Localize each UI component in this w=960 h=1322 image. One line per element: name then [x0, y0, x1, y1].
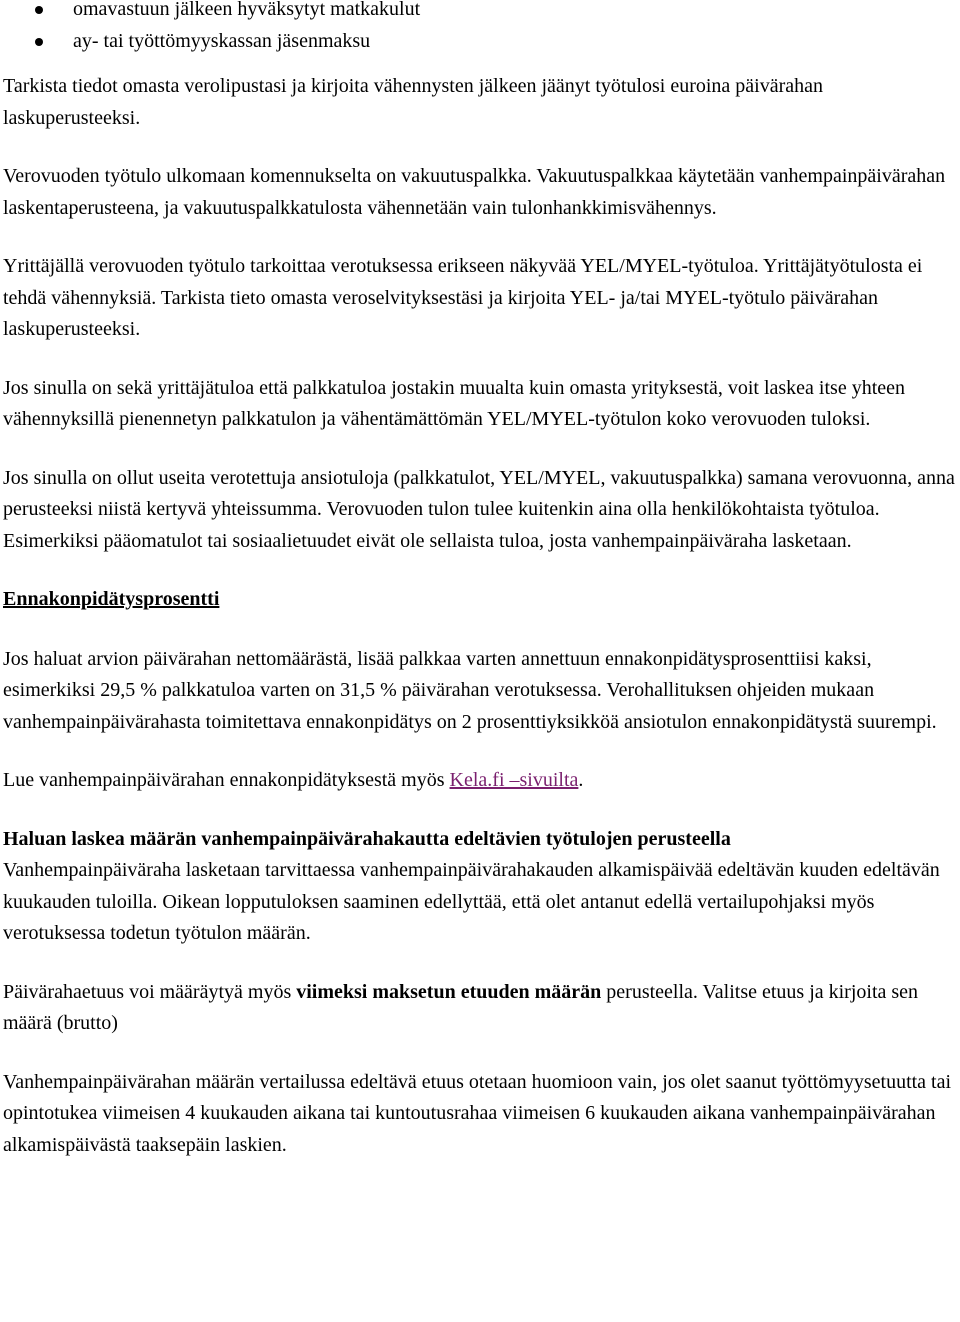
heading-previous-income: Haluan laskea määrän vanhempainpäivärahakautta edeltävien työtulojen perusteella — [3, 827, 731, 850]
paragraph-previous-income: Vanhempainpäiväraha lasketaan tarvittaessa vanhempainpäivärahakauden alkamispäivää edeltävän kuuden edeltävän kuukauden tuloilla. Oikean lopputuloksen saaminen edellyttää, että olet antanut edellä vertailupohjaksi myös verotuksessa todetun työtulon määrän. — [3, 859, 940, 944]
paragraph-combined-income: Jos sinulla on sekä yrittäjätuloa että palkkatuloa jostakin muualta kuin omasta yrityksestä, voit laskea itse yhteen vähennyksillä pienennetyn palkkatulon ja vähentämättömän YEL/MYEL-työtulon koko verovuoden tuloksi. — [3, 376, 906, 430]
list-item — [3, 26, 958, 58]
bullet-icon — [35, 38, 43, 46]
last-benefit-prefix: Päivärahaetuus voi määräytyä myös — [3, 980, 297, 1003]
paragraph-multiple-incomes: Jos sinulla on ollut useita verotettuja ansiotuloja (palkkatulot, YEL/MYEL, vakuutuspalkka) samana verovuonna, anna perusteeksi niistä kertyvä yhteissumma. Verovuoden tulon tulee kuitenkin aina olla henkilökohtaista työtuloa. Esimerkiksi pääomatulot tai sosiaalietuudet eivät ole sellaista tuloa, josta vanhempainpäiväraha lasketaan. — [3, 466, 955, 552]
paragraph-foreign-assignment: Verovuoden työtulo ulkomaan komennukselta on vakuutuspalkka. Vakuutuspalkkaa käytetään vanhempainpäivärahan laskentaperusteena, ja vakuutuspalkkatulosta vähennetään vain tulonhankkimisvähennys. — [3, 165, 946, 219]
document-page — [3, 0, 958, 1188]
last-benefit-suffix: perusteella. Valitse etuus ja kirjoita sen määrä (brutto) — [3, 980, 919, 1034]
bullet-icon — [35, 6, 43, 14]
last-benefit-emphasis: viimeksi maksetun etuuden määrän — [296, 980, 602, 1003]
paragraph-kela-link — [3, 765, 958, 797]
kela-link-suffix: . — [578, 769, 584, 791]
list-item — [3, 0, 958, 26]
section-previous-income — [3, 824, 958, 950]
paragraph-entrepreneur-income: Yrittäjällä verovuoden työtulo tarkoittaa verotuksessa erikseen näkyvää YEL/MYEL-työtuloa. Yrittäjätyötulosta ei tehdä vähennyksiä. Tarkista tieto omasta veroselvityksestäsi ja kirjoita YEL- ja/tai MYEL-työtulo päivärahan laskuperusteeksi. — [3, 255, 923, 340]
kela-fi-link[interactable]: Kela.fi –sivuilta — [449, 769, 579, 791]
heading-withholding-percentage: Ennakonpidätysprosentti — [3, 588, 220, 610]
paragraph-tax-card: Tarkista tiedot omasta verolipustasi ja kirjoita vähennysten jälkeen jäänyt työtulosi euroina päivärahan laskuperusteeksi. — [3, 75, 824, 129]
list-item-text: omavastuun jälkeen hyväksytyt matkakulut — [73, 0, 421, 20]
paragraph-withholding-estimate: Jos haluat arvion päivärahan nettomäärästä, lisää palkkaa varten annettuun ennakonpidätysprosenttiisi kaksi, esimerkiksi 29,5 % palkkatuloa varten on 31,5 % päivärahan verotuksessa. Verohallituksen ohjeiden mukaan vanhempainpäivärahasta toimitettava ennakonpidätys on 2 prosenttiyksikköä ansiotulon ennakonpidätystä suurempi. — [3, 647, 937, 733]
list-item-text: ay- tai työttömyyskassan jäsenmaksu — [73, 29, 371, 52]
paragraph-benefit-comparison: Vanhempainpäivärahan määrän vertailussa edeltävä etuus otetaan huomioon vain, jos olet saanut työttömyysetuutta tai opintotukea viimeisen 4 kuukauden aikana tai kuntoutusrahaa viimeisen 6 kuukauden aikana vanhempainpäivärahan alkamispäivästä taaksepäin laskien. — [3, 1070, 952, 1156]
paragraph-last-benefit — [3, 977, 958, 1040]
kela-link-prefix: Lue vanhempainpäivärahan ennakonpidätyksestä myös — [3, 769, 450, 791]
bullet-list — [3, 0, 958, 57]
